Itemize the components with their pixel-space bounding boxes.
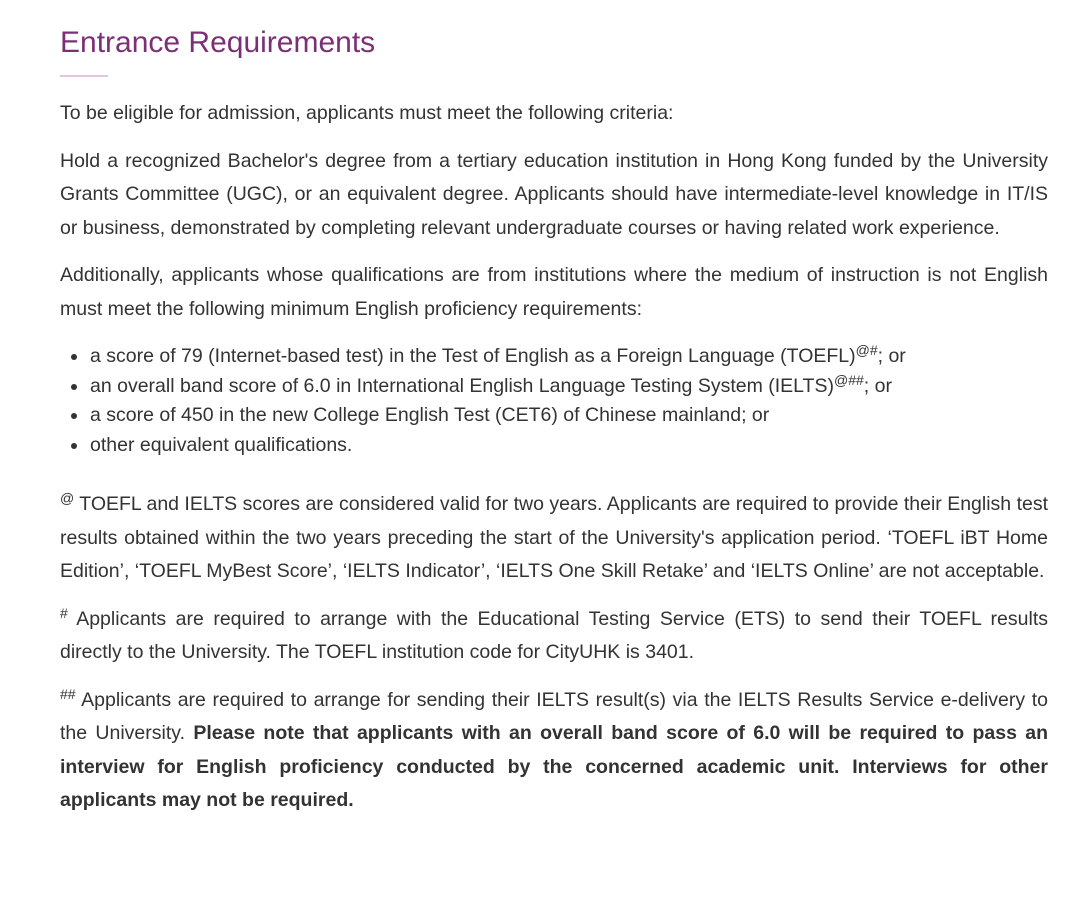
footnote-mark: @# xyxy=(855,342,878,358)
list-item xyxy=(90,372,1048,402)
footnote-mark: # xyxy=(60,604,68,621)
english-requirements-list xyxy=(60,342,1048,460)
note-bold-text: Please note that applicants with an overall band score of 6.0 will be required to pass an interview for English proficiency conducted by the concerned academic unit. Interviews for other applicants may not be required. xyxy=(60,722,1049,811)
note-text: Applicants are required to arrange with the Educational Testing Service (ETS) to send their TOEFL results directly to the University. The TOEFL institution code for CityUHK is 3401. xyxy=(60,607,1048,663)
footnote-mark: ## xyxy=(60,685,76,702)
requirement-text: a score of 450 in the new College English Test (CET6) of Chinese mainland; or xyxy=(90,404,770,426)
title-underline xyxy=(60,75,108,77)
ielts-note xyxy=(60,684,1048,818)
requirement-text: a score of 79 (Internet-based test) in the Test of English as a Foreign Language (TOEFL) xyxy=(90,345,856,367)
toefl-note xyxy=(60,603,1048,670)
requirement-text: other equivalent qualifications. xyxy=(90,433,353,456)
footnote-mark: @ xyxy=(60,490,75,506)
requirement-text: an overall band score of 6.0 in International English Language Testing System (IELTS) xyxy=(90,374,834,397)
footnote-mark: @## xyxy=(833,371,864,388)
validity-note xyxy=(60,488,1048,589)
intro-text: To be eligible for admission, applicants must meet the following criteria: xyxy=(60,102,674,124)
list-item xyxy=(90,401,1048,431)
page-title: Entrance Requirements xyxy=(60,26,376,59)
requirement-suffix: ; or xyxy=(877,345,906,367)
entrance-requirements-section xyxy=(60,0,1048,818)
note-text: Applicants are required to arrange for sending their IELTS result(s) via the IELTS Results Service e-delivery to the University. xyxy=(60,688,1048,744)
list-item xyxy=(90,431,1048,461)
english-requirement-intro: Additionally, applicants whose qualifications are from institutions where the medium of instruction is not English must meet the following minimum English proficiency requirements: xyxy=(60,264,1048,320)
degree-requirement-text: Hold a recognized Bachelor's degree from a tertiary education institution in Hong Kong funded by the University Grants Committee (UGC), or an equivalent degree. Applicants should have intermediate-level knowledge in IT/IS or business, demonstrated by completing relevant undergraduate courses or having related work experience. xyxy=(60,149,1048,239)
requirement-suffix: ; or xyxy=(863,374,892,397)
note-text: TOEFL and IELTS scores are considered valid for two years. Applicants are required to provide their English test results obtained within the two years preceding the start of the University's application period. ‘TOEFL iBT Home Edition’, ‘TOEFL MyBest Score’, ‘IELTS Indicator’, ‘IELTS One Skill Retake’ and ‘IELTS Online’ are not acceptable. xyxy=(60,493,1048,582)
list-item xyxy=(90,342,1048,372)
